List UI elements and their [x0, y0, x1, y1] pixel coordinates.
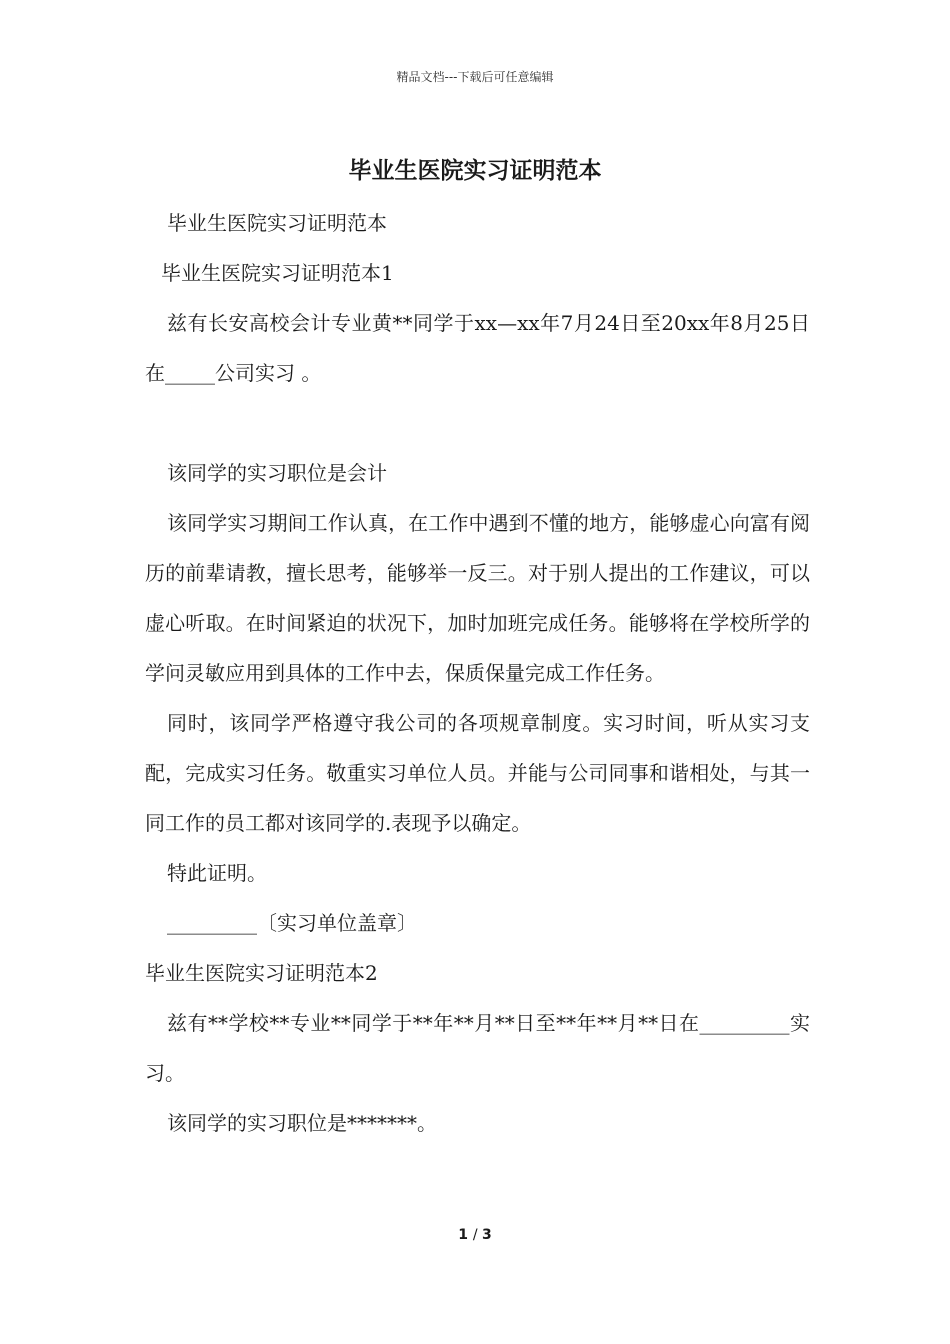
- paragraph: 毕业生医院实习证明范本: [167, 211, 387, 235]
- page-number: [0, 1227, 950, 1243]
- paragraph: 兹有**学校**专业**同学于**年**月**日至**年**月**日在_________实习。: [145, 1011, 810, 1085]
- section-heading: 毕业生医院实习证明范本2: [145, 961, 378, 985]
- paragraph: 该同学的实习职位是*******。: [167, 1111, 437, 1135]
- paragraph: 毕业生医院实习证明范本1: [161, 261, 394, 285]
- page-title: 毕业生医院实习证明范本: [348, 157, 602, 184]
- paragraph: 该同学的实习职位是会计: [167, 461, 387, 485]
- document-body: [145, 198, 810, 1148]
- header-note: 精品文档---下载后可任意编辑: [396, 70, 554, 84]
- paragraph: 该同学实习期间工作认真，在工作中遇到不懂的地方，能够虚心向富有阅历的前辈请教，擅长思考，能够举一反三。对于别人提出的工作建议，可以虚心听取。在时间紧迫的状况下，加时加班完成任务。能够将在学校所学的学问灵敏应用到具体的工作中去，保质保量完成工作任务。: [145, 511, 810, 685]
- signature-line: _________〔实习单位盖章〕: [167, 911, 417, 935]
- page-total: 3: [482, 1227, 492, 1243]
- page-current: 1: [458, 1227, 468, 1243]
- paragraph: 兹有长安高校会计专业黄**同学于xx—xx年7月24日至20xx年8月25日在_____公司实习 。: [145, 311, 810, 385]
- page-separator: /: [472, 1227, 483, 1243]
- paragraph: 特此证明。: [167, 861, 267, 885]
- blank-line: [145, 398, 810, 448]
- paragraph: 同时，该同学严格遵守我公司的各项规章制度。实习时间，听从实习支配，完成实习任务。敬重实习单位人员。并能与公司同事和谐相处，与其一同工作的员工都对该同学的.表现予以确定。: [145, 711, 810, 835]
